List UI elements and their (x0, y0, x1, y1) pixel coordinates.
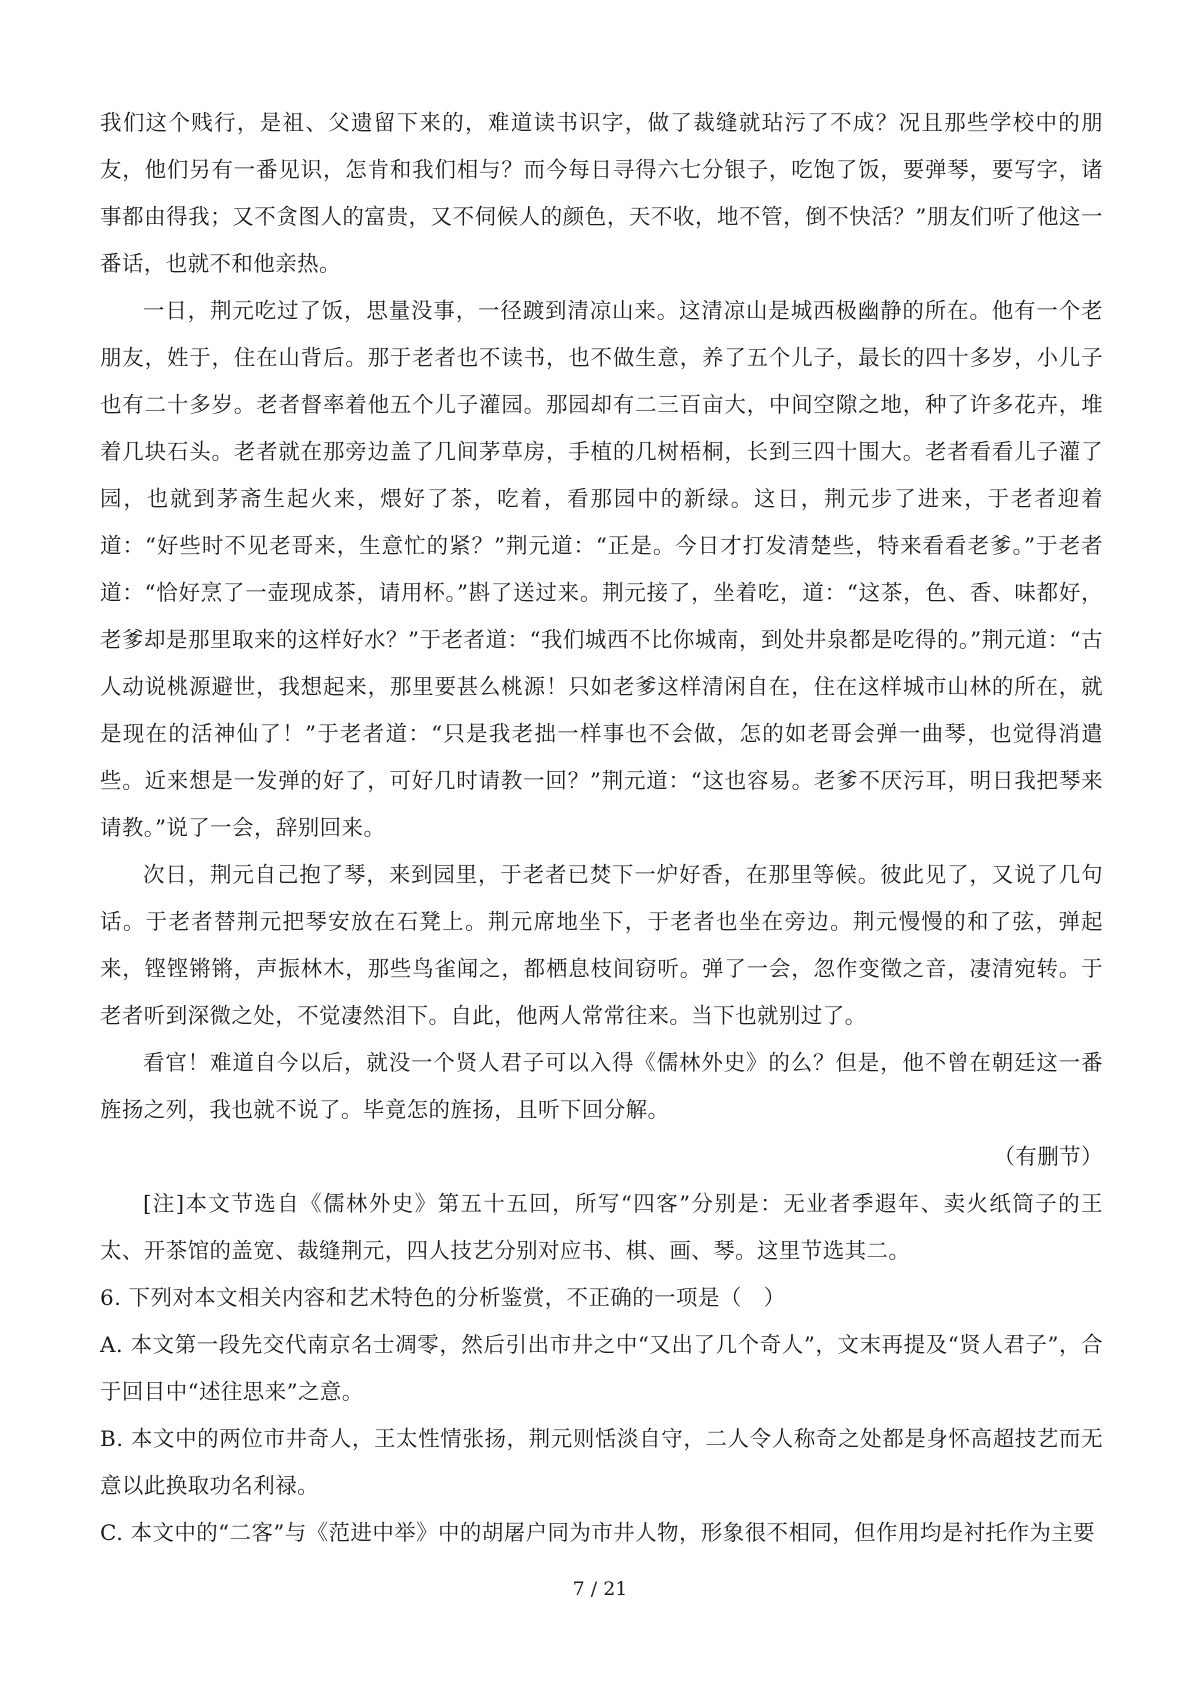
passage-content (100, 100, 1103, 1557)
question-6-stem: 6. 下列对本文相关内容和艺术特色的分析鉴赏，不正确的一项是（ ） (100, 1286, 786, 1311)
question-6-option-b: B. 本文中的两位市井奇人，王太性情张扬，荆元则恬淡自守，二人令人称奇之处都是身怀高超技艺而无意以此换取功名利禄。 (100, 1427, 1103, 1499)
question-6-option-a: A. 本文第一段先交代南京名士凋零，然后引出市井之中“又出了几个奇人”，文末再提及“贤人君子”，合于回目中“述往思来”之意。 (100, 1333, 1103, 1405)
passage-paragraph-3: 次日，荆元自己抱了琴，来到园里，于老者已焚下一炉好香，在那里等候。彼此见了，又说了几句话。于老者替荆元把琴安放在石凳上。荆元席地坐下，于老者也坐在旁边。荆元慢慢的和了弦，弹起来，铿铿锵锵，声振林木，那些鸟雀闻之，都栖息枝间窃听。弹了一会，忽作变徵之音，凄清宛转。于老者听到深微之处，不觉凄然泪下。自此，他两人常常往来。当下也就别过了。 (100, 863, 1103, 1029)
passage-paragraph-1: 我们这个贱行，是祖、父遗留下来的，难道读书识字，做了裁缝就玷污了不成？况且那些学校中的朋友，他们另有一番见识，怎肯和我们相与？而今每日寻得六七分银子，吃饱了饭，要弹琴，要写字，诸事都由得我；又不贪图人的富贵，又不伺候人的颜色，天不收，地不管，倒不快活？”朋友们听了他这一番话，也就不和他亲热。 (100, 111, 1103, 277)
source-note: [注]本文节选自《儒林外史》第五十五回，所写“四客”分别是：无业者季遐年、卖火纸筒子的王太、开茶馆的盖宽、裁缝荆元，四人技艺分别对应书、棋、画、琴。这里节选其二。 (100, 1192, 1103, 1264)
page-number: 7 / 21 (572, 1578, 628, 1600)
passage-paragraph-2: 一日，荆元吃过了饭，思量没事，一径踱到清凉山来。这清凉山是城西极幽静的所在。他有一个老朋友，姓于，住在山背后。那于老者也不读书，也不做生意，养了五个儿子，最长的四十多岁，小儿子也有二十多岁。老者督率着他五个儿子灌园。那园却有二三百亩大，中间空隙之地，种了许多花卉，堆着几块石头。老者就在那旁边盖了几间茅草房，手植的几树梧桐，长到三四十围大。老者看看儿子灌了园，也就到茅斋生起火来，煨好了茶，吃着，看那园中的新绿。这日，荆元步了进来，于老者迎着道：“好些时不见老哥来，生意忙的紧？”荆元道：“正是。今日才打发清楚些，特来看看老爹。”于老者道：“恰好烹了一壶现成茶，请用杯。”斟了送过来。荆元接了，坐着吃，道：“这茶，色、香、味都好，老爹却是那里取来的这样好水？”于老者道：“我们城西不比你城南，到处井泉都是吃得的。”荆元道：“古人动说桃源避世，我想起来，那里要甚么桃源！只如老爹这样清闲自在，住在这样城市山林的所在，就是现在的活神仙了！”于老者道：“只是我老拙一样事也不会做，怎的如老哥会弹一曲琴，也觉得消遣些。近来想是一发弹的好了，可好几时请教一回？”荆元道：“这也容易。老爹不厌污耳，明日我把琴来请教。”说了一会，辞别回来。 (100, 299, 1103, 841)
passage-paragraph-4: 看官！难道自今以后，就没一个贤人君子可以入得《儒林外史》的么？但是，他不曾在朝廷这一番旌扬之列，我也就不说了。毕竟怎的旌扬，且听下回分解。 (100, 1051, 1103, 1123)
deletion-note: （有删节） (993, 1145, 1103, 1170)
question-6-option-c: C. 本文中的“二客”与《范进中举》中的胡屠户同为市井人物，形象很不相同，但作用均是衬托作为主要 (100, 1521, 1096, 1546)
